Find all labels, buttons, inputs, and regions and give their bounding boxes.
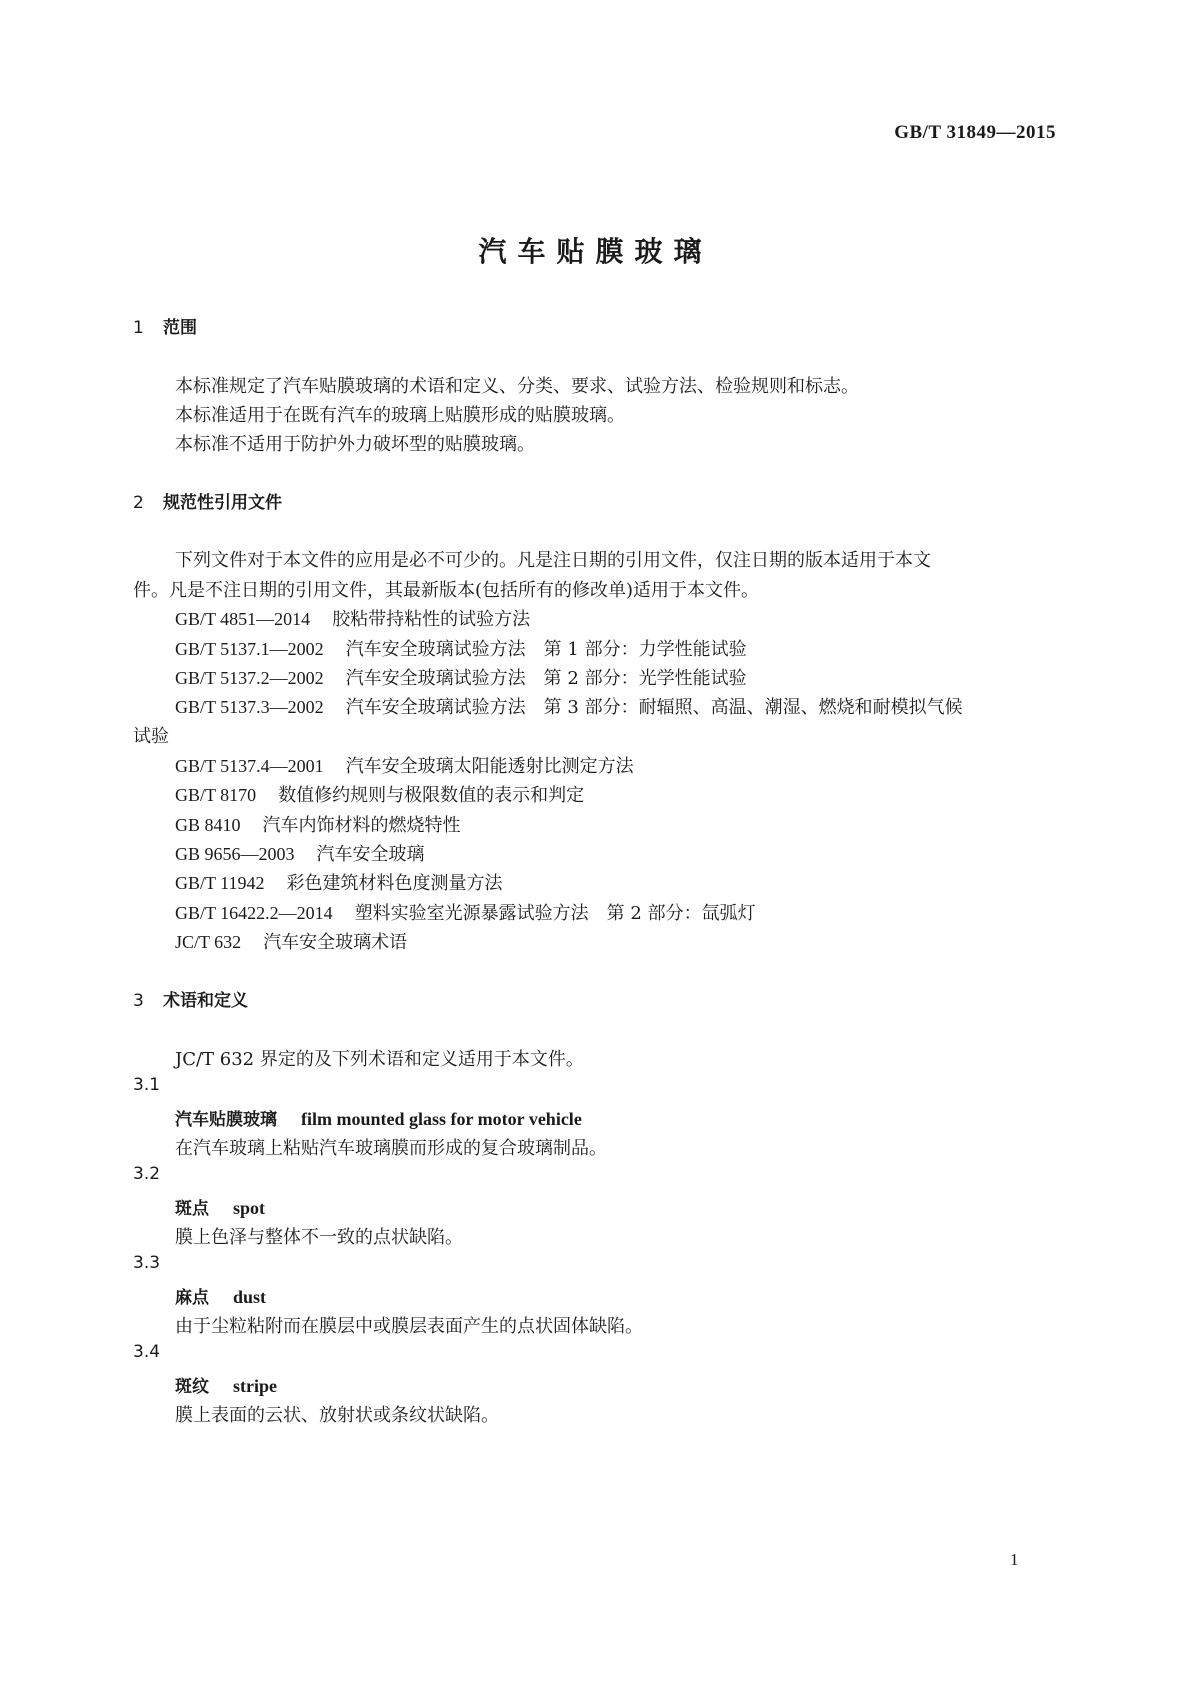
- section-number: 1: [133, 318, 144, 338]
- reference-code: JC/T 632: [175, 932, 242, 952]
- term-definition: 在汽车玻璃上粘贴汽车玻璃膜而形成的复合玻璃制品。: [175, 1138, 607, 1159]
- term-number: 3.4: [133, 1342, 161, 1362]
- section-number: 2: [133, 493, 144, 513]
- term-heading: [175, 1372, 277, 1397]
- reference-title: 数值修约规则与极限数值的表示和判定: [278, 785, 585, 806]
- reference-code: GB/T 5137.1—2002: [175, 639, 324, 659]
- reference-item: [175, 605, 530, 631]
- reference-title: 胶粘带持粘性的试验方法: [332, 609, 531, 630]
- term-en: dust: [233, 1287, 267, 1307]
- reference-item: [175, 869, 503, 895]
- scope-paragraph: 本标准规定了汽车贴膜玻璃的术语和定义、分类、要求、试验方法、检验规则和标志。: [175, 376, 859, 397]
- term-en: spot: [233, 1198, 266, 1218]
- term-heading: [175, 1194, 265, 1219]
- reference-code: GB/T 5137.4—2001: [175, 756, 324, 776]
- term-zh: 斑纹: [175, 1377, 209, 1397]
- reference-title: 汽车安全玻璃: [316, 844, 425, 865]
- section-heading-terms: [133, 986, 248, 1011]
- term-number: 3.3: [133, 1253, 161, 1273]
- term-heading: [175, 1283, 266, 1308]
- section-heading-references: [133, 488, 282, 513]
- reference-code: GB 9656—2003: [175, 844, 295, 864]
- scope-paragraph: 本标准不适用于防护外力破坏型的贴膜玻璃。: [175, 434, 535, 455]
- term-definition: 由于尘粒粘附而在膜层中或膜层表面产生的点状固体缺陷。: [175, 1316, 643, 1337]
- term-definition: 膜上表面的云状、放射状或条纹状缺陷。: [175, 1405, 499, 1426]
- term-heading: [175, 1105, 582, 1130]
- term-en: stripe: [233, 1376, 277, 1396]
- standard-number: GB/T 31849—2015: [894, 122, 1056, 143]
- term-zh: 汽车贴膜玻璃: [175, 1110, 277, 1130]
- reference-item: [175, 899, 756, 925]
- reference-title: 汽车安全玻璃试验方法 第 2 部分：光学性能试验: [345, 668, 747, 689]
- section-heading-scope: [133, 313, 197, 338]
- reference-item: [175, 693, 963, 719]
- reference-code: GB/T 16422.2—2014: [175, 903, 333, 923]
- reference-item: [175, 928, 407, 954]
- reference-title: 汽车安全玻璃试验方法 第 1 部分：力学性能试验: [345, 639, 747, 660]
- reference-item: [175, 664, 747, 690]
- term-en: film mounted glass for motor vehicle: [301, 1109, 582, 1129]
- page-number: 1: [1010, 1550, 1019, 1569]
- reference-title: 彩色建筑材料色度测量方法: [286, 873, 503, 894]
- reference-title: 塑料实验室光源暴露试验方法 第 2 部分：氙弧灯: [354, 903, 756, 924]
- term-definition: 膜上色泽与整体不一致的点状缺陷。: [175, 1227, 463, 1248]
- reference-item: [175, 781, 584, 807]
- reference-code: GB/T 5137.3—2002: [175, 697, 324, 717]
- reference-item: [175, 635, 747, 661]
- terms-intro: JC/T 632 界定的及下列术语和定义适用于本文件。: [175, 1049, 584, 1070]
- reference-code: GB/T 4851—2014: [175, 609, 311, 629]
- section-title: 术语和定义: [163, 991, 248, 1011]
- reference-title: 汽车安全玻璃术语: [263, 932, 408, 953]
- term-zh: 麻点: [175, 1288, 209, 1308]
- reference-title-continued: 试验: [133, 726, 169, 747]
- section-number: 3: [133, 991, 144, 1011]
- reference-title: 汽车安全玻璃太阳能透射比测定方法: [345, 756, 634, 777]
- term-zh: 斑点: [175, 1199, 209, 1219]
- reference-item: [175, 840, 425, 866]
- term-number: 3.1: [133, 1075, 161, 1095]
- reference-item: [175, 752, 634, 778]
- reference-item: [175, 811, 461, 837]
- document-title: 汽车贴膜玻璃: [478, 235, 713, 268]
- reference-code: GB/T 8170: [175, 785, 257, 805]
- references-intro: 下列文件对于本文件的应用是必不可少的。凡是注日期的引用文件，仅注日期的版本适用于本文: [175, 550, 931, 571]
- reference-title: 汽车安全玻璃试验方法 第 3 部分：耐辐照、高温、潮湿、燃烧和耐模拟气候: [345, 697, 963, 718]
- scope-paragraph: 本标准适用于在既有汽车的玻璃上贴膜形成的贴膜玻璃。: [175, 405, 625, 426]
- section-title: 规范性引用文件: [163, 493, 282, 513]
- reference-code: GB/T 5137.2—2002: [175, 668, 324, 688]
- references-intro-continued: 件。凡是不注日期的引用文件，其最新版本(包括所有的修改单)适用于本文件。: [133, 580, 760, 601]
- reference-code: GB/T 11942: [175, 873, 265, 893]
- reference-code: GB 8410: [175, 815, 241, 835]
- term-number: 3.2: [133, 1164, 161, 1184]
- reference-title: 汽车内饰材料的燃烧特性: [262, 815, 461, 836]
- section-title: 范围: [163, 318, 197, 338]
